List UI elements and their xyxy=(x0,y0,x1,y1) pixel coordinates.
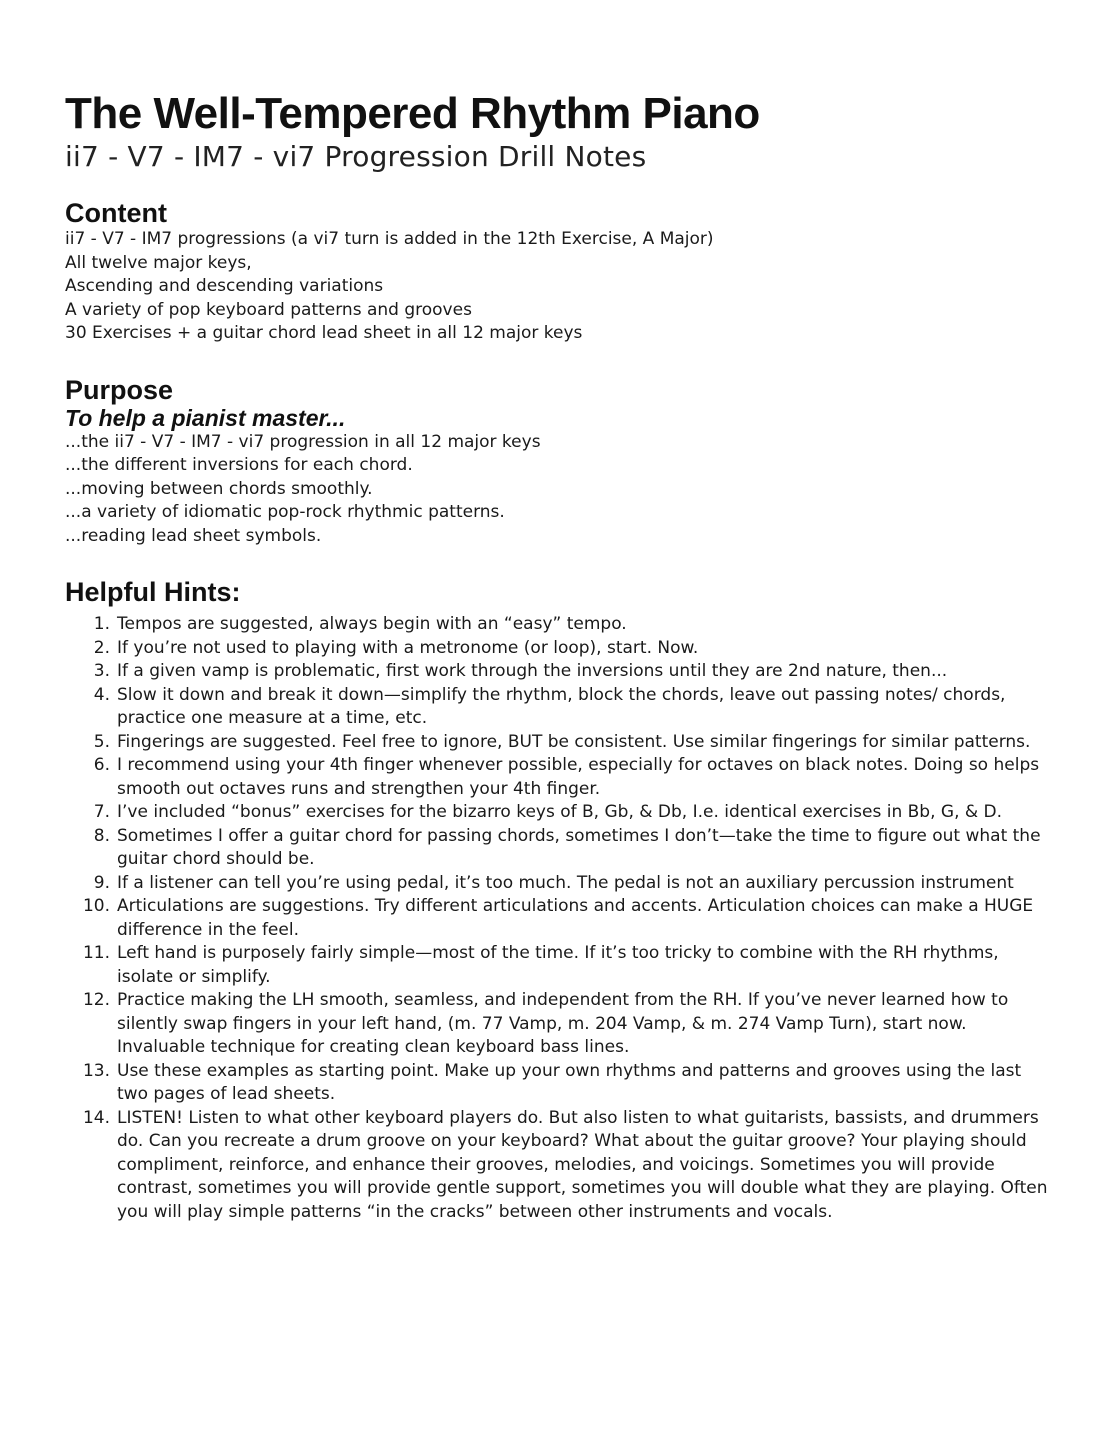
page-title: The Well-Tempered Rhythm Piano xyxy=(65,89,760,138)
purpose-subheading: To help a pianist master... xyxy=(65,404,346,431)
purpose-line: ...reading lead sheet symbols. xyxy=(65,525,322,546)
hint-text: Sometimes I offer a guitar chord for passing chords, sometimes I don’t—take the time to figure out what the guitar chord should be. xyxy=(117,825,1041,869)
hint-item xyxy=(65,660,1050,684)
hints-list xyxy=(65,613,1050,1224)
hint-number: 11. xyxy=(82,943,110,963)
hint-item xyxy=(65,942,1050,989)
purpose-section xyxy=(65,375,1050,549)
hint-item xyxy=(65,684,1050,731)
hint-number: 14. xyxy=(82,1107,110,1128)
page-subtitle: ii7 - V7 - IM7 - vi7 Progression Drill Notes xyxy=(65,140,647,173)
content-line: ii7 - V7 - IM7 progressions (a vi7 turn is added in the 12th Exercise, A Major) xyxy=(65,229,714,249)
purpose-line: ...a variety of idiomatic pop-rock rhythmic patterns. xyxy=(65,502,505,522)
hint-item xyxy=(65,754,1050,801)
hint-text: Articulations are suggestions. Try different articulations and accents. Articulation choices can make a HUGE difference in the feel. xyxy=(117,896,1034,940)
hint-number: 3. xyxy=(93,661,110,681)
purpose-line: ...the ii7 - V7 - IM7 - vi7 progression in all 12 major keys xyxy=(65,431,541,452)
hint-number: 1. xyxy=(93,614,110,634)
hints-section xyxy=(65,577,1050,1224)
hint-number: 2. xyxy=(93,637,110,658)
hint-number: 13. xyxy=(82,1060,110,1081)
hint-item xyxy=(65,1060,1050,1107)
content-line: All twelve major keys, xyxy=(65,252,252,273)
hint-text: LISTEN! Listen to what other keyboard players do. But also listen to what guitarists, bassists, and drummers do. Can you recreate a drum groove on your keyboard? What about the guitar groove? Your playing should compliment, reinforce, and enhance their grooves, melodies, and voicings. Sometimes you will provide contrast, sometimes you will provide gentle support, sometimes you will double what they are playing. Often you will play simple patterns “in the cracks” between other instruments and vocals. xyxy=(117,1107,1048,1222)
hint-text: Fingerings are suggested. Feel free to ignore, BUT be consistent. Use similar fingerings for similar patterns. xyxy=(117,731,1031,752)
hint-text: I recommend using your 4th finger whenever possible, especially for octaves on black notes. Doing so helps smooth out octaves runs and strengthen your 4th finger. xyxy=(117,755,1040,799)
hint-item xyxy=(65,801,1050,825)
content-heading: Content xyxy=(65,198,167,228)
document-page xyxy=(65,88,1050,1224)
hint-number: 10. xyxy=(82,896,110,916)
hint-item xyxy=(65,872,1050,896)
purpose-heading: Purpose xyxy=(65,374,174,405)
purpose-line: ...the different inversions for each chord. xyxy=(65,455,413,475)
hint-text: Use these examples as starting point. Make up your own rhythms and patterns and grooves using the last two pages of lead sheets. xyxy=(117,1060,1022,1104)
hint-number: 12. xyxy=(82,990,110,1010)
hint-item xyxy=(65,1107,1050,1225)
content-line: 30 Exercises + a guitar chord lead sheet in all 12 major keys xyxy=(65,323,583,343)
hint-text: Tempos are suggested, always begin with an “easy” tempo. xyxy=(117,614,627,634)
content-line: A variety of pop keyboard patterns and grooves xyxy=(65,299,472,320)
hint-text: Slow it down and break it down—simplify the rhythm, block the chords, leave out passing notes/ chords, practice one measure at a time, etc. xyxy=(117,684,1006,728)
hint-item xyxy=(65,637,1050,661)
hint-text: If a given vamp is problematic, first work through the inversions until they are 2nd nature, then... xyxy=(117,661,948,681)
hint-number: 7. xyxy=(93,802,110,822)
hint-text: If you’re not used to playing with a metronome (or loop), start. Now. xyxy=(117,637,699,658)
hint-number: 8. xyxy=(93,825,110,846)
hint-text: Practice making the LH smooth, seamless, and independent from the RH. If you’ve never learned how to silently swap fingers in your left hand, (m. 77 Vamp, m. 204 Vamp, & m. 274 Vamp Turn), start now. Invaluable technique for creating clean keyboard bass lines. xyxy=(117,990,1009,1057)
hint-item xyxy=(65,731,1050,755)
hint-number: 4. xyxy=(93,684,110,705)
hint-text: I’ve included “bonus” exercises for the bizarro keys of B, Gb, & Db, I.e. identical exercises in Bb, G, & D. xyxy=(117,802,1003,822)
hint-number: 6. xyxy=(93,755,110,775)
hint-item xyxy=(65,895,1050,942)
hint-text: If a listener can tell you’re using pedal, it’s too much. The pedal is not an auxiliary percussion instrument xyxy=(117,872,1014,893)
hint-item xyxy=(65,613,1050,637)
hint-number: 5. xyxy=(93,731,110,752)
hint-item xyxy=(65,989,1050,1060)
hints-heading: Helpful Hints: xyxy=(65,577,241,607)
content-line: Ascending and descending variations xyxy=(65,276,384,296)
purpose-line: ...moving between chords smoothly. xyxy=(65,478,373,499)
hint-number: 9. xyxy=(93,872,110,893)
hint-text: Left hand is purposely fairly simple—most of the time. If it’s too tricky to combine with the RH rhythms, isolate or simplify. xyxy=(117,943,999,987)
content-section xyxy=(65,198,1050,346)
hint-item xyxy=(65,825,1050,872)
